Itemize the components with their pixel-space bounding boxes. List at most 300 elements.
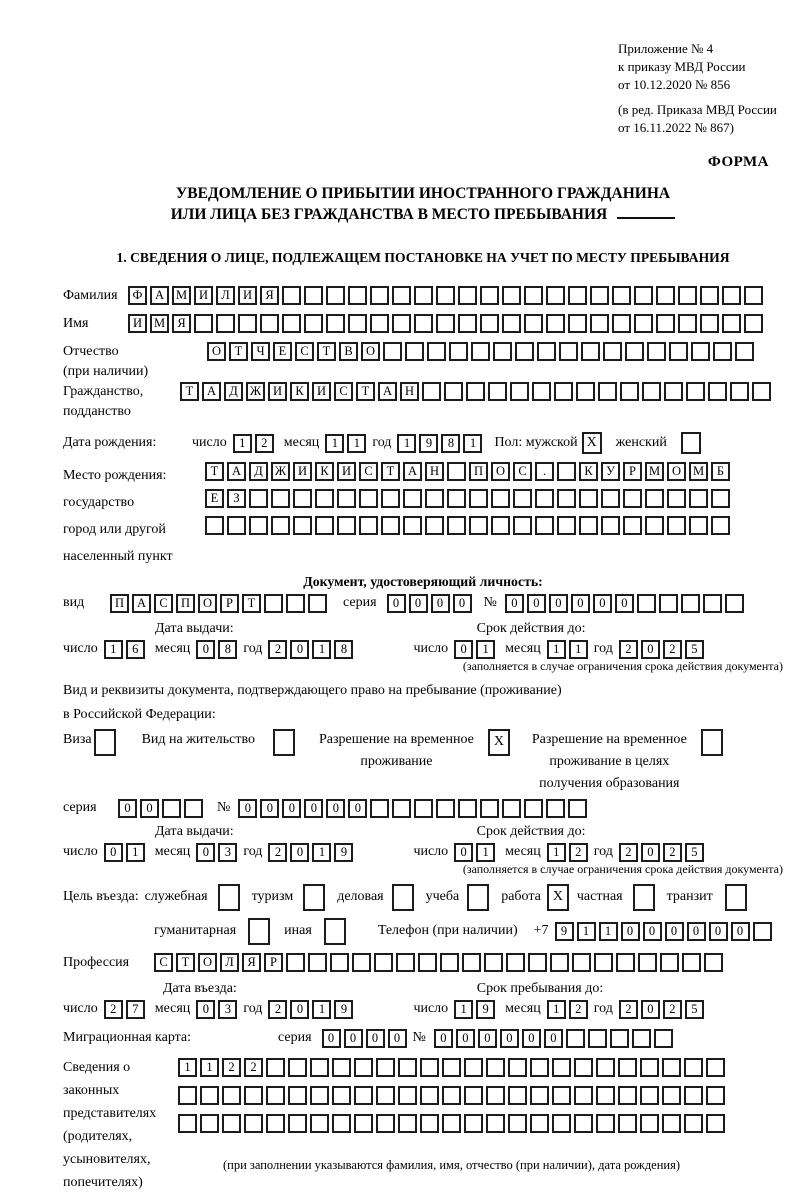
char-box[interactable]	[493, 342, 512, 361]
char-box[interactable]: П	[469, 462, 488, 481]
char-box[interactable]	[618, 1114, 637, 1133]
char-box[interactable]: Н	[425, 462, 444, 481]
char-box[interactable]	[436, 314, 455, 333]
char-box[interactable]	[486, 1086, 505, 1105]
char-box[interactable]: 1	[325, 434, 344, 453]
char-box[interactable]	[568, 286, 587, 305]
char-box[interactable]: 0	[409, 594, 428, 613]
char-box[interactable]: И	[194, 286, 213, 305]
char-box[interactable]	[508, 1058, 527, 1077]
char-box[interactable]: П	[176, 594, 195, 613]
char-box[interactable]: Р	[264, 953, 283, 972]
char-box[interactable]	[691, 342, 710, 361]
char-box[interactable]: 0	[196, 640, 215, 659]
char-box[interactable]: 8	[334, 640, 353, 659]
char-box[interactable]	[660, 953, 679, 972]
char-box[interactable]	[442, 1114, 461, 1133]
char-box[interactable]	[266, 1086, 285, 1105]
char-box[interactable]: Ж	[246, 382, 265, 401]
char-box[interactable]	[376, 1058, 395, 1077]
char-box[interactable]	[352, 953, 371, 972]
char-box[interactable]	[656, 314, 675, 333]
char-box[interactable]	[678, 286, 697, 305]
char-box[interactable]: 5	[685, 640, 704, 659]
char-box[interactable]	[568, 799, 587, 818]
char-box[interactable]: И	[128, 314, 147, 333]
char-box[interactable]	[264, 594, 283, 613]
char-box[interactable]: 0	[549, 594, 568, 613]
char-box[interactable]: 0	[522, 1029, 541, 1048]
char-box[interactable]	[442, 1058, 461, 1077]
temp-permit-checkbox[interactable]: X	[488, 729, 510, 756]
char-box[interactable]: 0	[290, 1000, 309, 1019]
char-box[interactable]	[271, 516, 290, 535]
char-box[interactable]: 8	[441, 434, 460, 453]
char-box[interactable]	[162, 799, 181, 818]
char-box[interactable]	[730, 382, 749, 401]
char-box[interactable]	[337, 489, 356, 508]
char-box[interactable]	[557, 489, 576, 508]
char-box[interactable]	[414, 314, 433, 333]
char-box[interactable]	[735, 342, 754, 361]
char-box[interactable]: В	[339, 342, 358, 361]
purpose-official-checkbox[interactable]	[218, 884, 240, 911]
char-box[interactable]	[370, 314, 389, 333]
char-box[interactable]: 0	[641, 640, 660, 659]
char-box[interactable]: У	[601, 462, 620, 481]
char-box[interactable]	[447, 489, 466, 508]
char-box[interactable]	[684, 1058, 703, 1077]
char-box[interactable]	[359, 516, 378, 535]
char-box[interactable]	[642, 382, 661, 401]
char-box[interactable]	[753, 922, 772, 941]
char-box[interactable]: 0	[593, 594, 612, 613]
char-box[interactable]: 2	[104, 1000, 123, 1019]
char-box[interactable]	[458, 286, 477, 305]
char-box[interactable]: 2	[268, 640, 287, 659]
char-box[interactable]	[266, 1058, 285, 1077]
char-box[interactable]	[464, 1058, 483, 1077]
char-box[interactable]	[308, 953, 327, 972]
char-box[interactable]	[286, 953, 305, 972]
char-box[interactable]	[178, 1114, 197, 1133]
char-box[interactable]: 5	[685, 843, 704, 862]
char-box[interactable]: 1	[547, 843, 566, 862]
char-box[interactable]	[744, 286, 763, 305]
char-box[interactable]	[414, 286, 433, 305]
char-box[interactable]	[513, 516, 532, 535]
char-box[interactable]	[370, 799, 389, 818]
char-box[interactable]	[480, 286, 499, 305]
char-box[interactable]: .	[535, 462, 554, 481]
char-box[interactable]	[266, 1114, 285, 1133]
char-box[interactable]	[647, 342, 666, 361]
char-box[interactable]	[405, 342, 424, 361]
char-box[interactable]: 1	[547, 1000, 566, 1019]
char-box[interactable]	[664, 382, 683, 401]
char-box[interactable]	[601, 489, 620, 508]
char-box[interactable]	[616, 953, 635, 972]
char-box[interactable]	[310, 1058, 329, 1077]
char-box[interactable]	[414, 799, 433, 818]
char-box[interactable]: 0	[348, 799, 367, 818]
char-box[interactable]	[552, 1058, 571, 1077]
char-box[interactable]	[612, 286, 631, 305]
char-box[interactable]	[464, 1114, 483, 1133]
char-box[interactable]	[640, 1114, 659, 1133]
char-box[interactable]: 2	[569, 1000, 588, 1019]
char-box[interactable]	[515, 342, 534, 361]
char-box[interactable]	[315, 489, 334, 508]
char-box[interactable]: 0	[687, 922, 706, 941]
char-box[interactable]: Д	[224, 382, 243, 401]
char-box[interactable]	[752, 382, 771, 401]
char-box[interactable]: 1	[463, 434, 482, 453]
char-box[interactable]: С	[359, 462, 378, 481]
char-box[interactable]: 0	[196, 843, 215, 862]
char-box[interactable]: 1	[178, 1058, 197, 1077]
char-box[interactable]	[700, 314, 719, 333]
char-box[interactable]	[348, 286, 367, 305]
char-box[interactable]	[640, 1086, 659, 1105]
purpose-humanitarian-checkbox[interactable]	[248, 918, 270, 945]
char-box[interactable]	[488, 382, 507, 401]
char-box[interactable]: С	[513, 462, 532, 481]
char-box[interactable]	[282, 314, 301, 333]
char-box[interactable]: Ч	[251, 342, 270, 361]
char-box[interactable]	[590, 286, 609, 305]
char-box[interactable]: Р	[623, 462, 642, 481]
char-box[interactable]: И	[268, 382, 287, 401]
char-box[interactable]: П	[110, 594, 129, 613]
char-box[interactable]	[603, 342, 622, 361]
char-box[interactable]	[244, 1114, 263, 1133]
char-box[interactable]: Б	[711, 462, 730, 481]
char-box[interactable]	[359, 489, 378, 508]
char-box[interactable]	[618, 1086, 637, 1105]
char-box[interactable]: Т	[176, 953, 195, 972]
char-box[interactable]: 1	[312, 843, 331, 862]
char-box[interactable]	[486, 1114, 505, 1133]
purpose-business-checkbox[interactable]	[392, 884, 414, 911]
char-box[interactable]	[722, 286, 741, 305]
char-box[interactable]	[524, 286, 543, 305]
char-box[interactable]: 0	[140, 799, 159, 818]
char-box[interactable]	[440, 953, 459, 972]
char-box[interactable]	[610, 1029, 629, 1048]
char-box[interactable]: 1	[312, 640, 331, 659]
char-box[interactable]	[530, 1058, 549, 1077]
char-box[interactable]	[574, 1086, 593, 1105]
char-box[interactable]	[502, 314, 521, 333]
char-box[interactable]	[502, 286, 521, 305]
char-box[interactable]	[427, 342, 446, 361]
char-box[interactable]: 0	[387, 594, 406, 613]
char-box[interactable]: Я	[242, 953, 261, 972]
char-box[interactable]: 0	[456, 1029, 475, 1048]
char-box[interactable]	[703, 594, 722, 613]
char-box[interactable]	[403, 489, 422, 508]
char-box[interactable]	[282, 286, 301, 305]
char-box[interactable]: 0	[238, 799, 257, 818]
char-box[interactable]: 3	[218, 1000, 237, 1019]
char-box[interactable]	[535, 516, 554, 535]
char-box[interactable]: 0	[282, 799, 301, 818]
char-box[interactable]	[244, 1086, 263, 1105]
char-box[interactable]: 0	[118, 799, 137, 818]
char-box[interactable]	[462, 953, 481, 972]
char-box[interactable]	[381, 516, 400, 535]
char-box[interactable]: 0	[290, 843, 309, 862]
char-box[interactable]	[546, 286, 565, 305]
char-box[interactable]	[684, 1086, 703, 1105]
char-box[interactable]	[249, 516, 268, 535]
char-box[interactable]	[332, 1114, 351, 1133]
char-box[interactable]: М	[172, 286, 191, 305]
char-box[interactable]	[579, 489, 598, 508]
char-box[interactable]	[458, 799, 477, 818]
char-box[interactable]: Т	[242, 594, 261, 613]
char-box[interactable]	[654, 1029, 673, 1048]
char-box[interactable]: 1	[454, 1000, 473, 1019]
char-box[interactable]: 0	[366, 1029, 385, 1048]
char-box[interactable]: 1	[104, 640, 123, 659]
char-box[interactable]: С	[154, 953, 173, 972]
char-box[interactable]	[524, 314, 543, 333]
char-box[interactable]: Т	[229, 342, 248, 361]
char-box[interactable]	[436, 286, 455, 305]
char-box[interactable]	[392, 799, 411, 818]
char-box[interactable]	[348, 314, 367, 333]
char-box[interactable]	[310, 1114, 329, 1133]
char-box[interactable]	[288, 1058, 307, 1077]
char-box[interactable]	[447, 516, 466, 535]
char-box[interactable]: М	[150, 314, 169, 333]
char-box[interactable]: О	[491, 462, 510, 481]
char-box[interactable]: А	[378, 382, 397, 401]
char-box[interactable]	[706, 1114, 725, 1133]
char-box[interactable]	[304, 286, 323, 305]
char-box[interactable]	[442, 1086, 461, 1105]
char-box[interactable]	[425, 516, 444, 535]
char-box[interactable]	[422, 382, 441, 401]
char-box[interactable]	[447, 462, 466, 481]
char-box[interactable]	[678, 314, 697, 333]
char-box[interactable]: Ф	[128, 286, 147, 305]
char-box[interactable]	[706, 1058, 725, 1077]
char-box[interactable]	[637, 594, 656, 613]
char-box[interactable]	[376, 1114, 395, 1133]
char-box[interactable]: 0	[709, 922, 728, 941]
char-box[interactable]: О	[667, 462, 686, 481]
char-box[interactable]: А	[403, 462, 422, 481]
char-box[interactable]	[392, 314, 411, 333]
char-box[interactable]	[249, 489, 268, 508]
char-box[interactable]	[396, 953, 415, 972]
char-box[interactable]: 0	[434, 1029, 453, 1048]
char-box[interactable]	[620, 382, 639, 401]
char-box[interactable]	[200, 1114, 219, 1133]
char-box[interactable]	[700, 286, 719, 305]
char-box[interactable]	[725, 594, 744, 613]
char-box[interactable]	[354, 1058, 373, 1077]
char-box[interactable]	[588, 1029, 607, 1048]
char-box[interactable]	[524, 799, 543, 818]
char-box[interactable]: И	[312, 382, 331, 401]
char-box[interactable]	[638, 953, 657, 972]
char-box[interactable]	[288, 1086, 307, 1105]
char-box[interactable]: 9	[334, 843, 353, 862]
char-box[interactable]: Н	[400, 382, 419, 401]
char-box[interactable]	[418, 953, 437, 972]
char-box[interactable]	[374, 953, 393, 972]
char-box[interactable]: Т	[205, 462, 224, 481]
char-box[interactable]	[596, 1086, 615, 1105]
char-box[interactable]	[238, 314, 257, 333]
char-box[interactable]: И	[337, 462, 356, 481]
char-box[interactable]	[398, 1058, 417, 1077]
char-box[interactable]: 9	[555, 922, 574, 941]
char-box[interactable]: А	[227, 462, 246, 481]
char-box[interactable]: Я	[260, 286, 279, 305]
char-box[interactable]: А	[132, 594, 151, 613]
char-box[interactable]	[568, 314, 587, 333]
char-box[interactable]	[684, 1114, 703, 1133]
visa-checkbox[interactable]	[94, 729, 116, 756]
char-box[interactable]: 2	[663, 1000, 682, 1019]
char-box[interactable]: Я	[172, 314, 191, 333]
char-box[interactable]: 9	[419, 434, 438, 453]
sex-male-checkbox[interactable]: X	[582, 432, 602, 454]
char-box[interactable]: О	[207, 342, 226, 361]
char-box[interactable]	[546, 799, 565, 818]
char-box[interactable]: 0	[731, 922, 750, 941]
char-box[interactable]: 1	[347, 434, 366, 453]
char-box[interactable]	[722, 314, 741, 333]
char-box[interactable]: 2	[268, 1000, 287, 1019]
char-box[interactable]: 0	[454, 843, 473, 862]
char-box[interactable]: 0	[344, 1029, 363, 1048]
char-box[interactable]	[713, 342, 732, 361]
char-box[interactable]	[205, 516, 224, 535]
char-box[interactable]	[662, 1086, 681, 1105]
char-box[interactable]	[656, 286, 675, 305]
char-box[interactable]	[260, 314, 279, 333]
char-box[interactable]: К	[315, 462, 334, 481]
char-box[interactable]	[508, 1086, 527, 1105]
char-box[interactable]	[332, 1058, 351, 1077]
char-box[interactable]	[612, 314, 631, 333]
char-box[interactable]: И	[238, 286, 257, 305]
char-box[interactable]	[444, 382, 463, 401]
char-box[interactable]	[502, 799, 521, 818]
char-box[interactable]: Т	[317, 342, 336, 361]
char-box[interactable]: 6	[126, 640, 145, 659]
char-box[interactable]: 0	[260, 799, 279, 818]
char-box[interactable]: 9	[334, 1000, 353, 1019]
char-box[interactable]	[574, 1058, 593, 1077]
char-box[interactable]: К	[290, 382, 309, 401]
char-box[interactable]	[216, 314, 235, 333]
char-box[interactable]: Т	[356, 382, 375, 401]
char-box[interactable]	[579, 516, 598, 535]
char-box[interactable]: 2	[244, 1058, 263, 1077]
char-box[interactable]: 1	[126, 843, 145, 862]
char-box[interactable]	[681, 594, 700, 613]
char-box[interactable]	[200, 1086, 219, 1105]
char-box[interactable]: Р	[220, 594, 239, 613]
char-box[interactable]	[689, 516, 708, 535]
char-box[interactable]: 0	[527, 594, 546, 613]
char-box[interactable]: 0	[453, 594, 472, 613]
char-box[interactable]	[420, 1058, 439, 1077]
char-box[interactable]	[572, 953, 591, 972]
char-box[interactable]	[554, 382, 573, 401]
char-box[interactable]	[528, 953, 547, 972]
char-box[interactable]: М	[689, 462, 708, 481]
char-box[interactable]	[669, 342, 688, 361]
char-box[interactable]: 1	[200, 1058, 219, 1077]
char-box[interactable]: 9	[476, 1000, 495, 1019]
char-box[interactable]	[370, 286, 389, 305]
char-box[interactable]: Т	[381, 462, 400, 481]
char-box[interactable]	[381, 489, 400, 508]
char-box[interactable]	[662, 1114, 681, 1133]
char-box[interactable]	[708, 382, 727, 401]
char-box[interactable]: 0	[544, 1029, 563, 1048]
char-box[interactable]	[640, 1058, 659, 1077]
char-box[interactable]	[530, 1114, 549, 1133]
sex-female-checkbox[interactable]	[681, 432, 701, 454]
char-box[interactable]	[566, 1029, 585, 1048]
char-box[interactable]: 1	[577, 922, 596, 941]
char-box[interactable]	[398, 1086, 417, 1105]
char-box[interactable]: 0	[290, 640, 309, 659]
char-box[interactable]	[546, 314, 565, 333]
char-box[interactable]	[537, 342, 556, 361]
char-box[interactable]	[222, 1086, 241, 1105]
char-box[interactable]: 0	[326, 799, 345, 818]
char-box[interactable]	[667, 489, 686, 508]
char-box[interactable]	[184, 799, 203, 818]
char-box[interactable]: 0	[322, 1029, 341, 1048]
char-box[interactable]	[645, 489, 664, 508]
char-box[interactable]: 0	[665, 922, 684, 941]
char-box[interactable]	[469, 489, 488, 508]
char-box[interactable]: 2	[619, 1000, 638, 1019]
char-box[interactable]	[491, 489, 510, 508]
char-box[interactable]: 1	[476, 843, 495, 862]
char-box[interactable]	[557, 516, 576, 535]
char-box[interactable]	[508, 1114, 527, 1133]
char-box[interactable]: З	[227, 489, 246, 508]
char-box[interactable]: О	[198, 594, 217, 613]
char-box[interactable]: 1	[569, 640, 588, 659]
char-box[interactable]	[420, 1114, 439, 1133]
char-box[interactable]: С	[334, 382, 353, 401]
char-box[interactable]: 8	[218, 640, 237, 659]
char-box[interactable]	[576, 382, 595, 401]
char-box[interactable]	[310, 1086, 329, 1105]
char-box[interactable]: С	[295, 342, 314, 361]
char-box[interactable]: 1	[397, 434, 416, 453]
char-box[interactable]	[632, 1029, 651, 1048]
char-box[interactable]	[513, 489, 532, 508]
char-box[interactable]	[383, 342, 402, 361]
purpose-transit-checkbox[interactable]	[725, 884, 747, 911]
char-box[interactable]: 0	[431, 594, 450, 613]
char-box[interactable]	[682, 953, 701, 972]
